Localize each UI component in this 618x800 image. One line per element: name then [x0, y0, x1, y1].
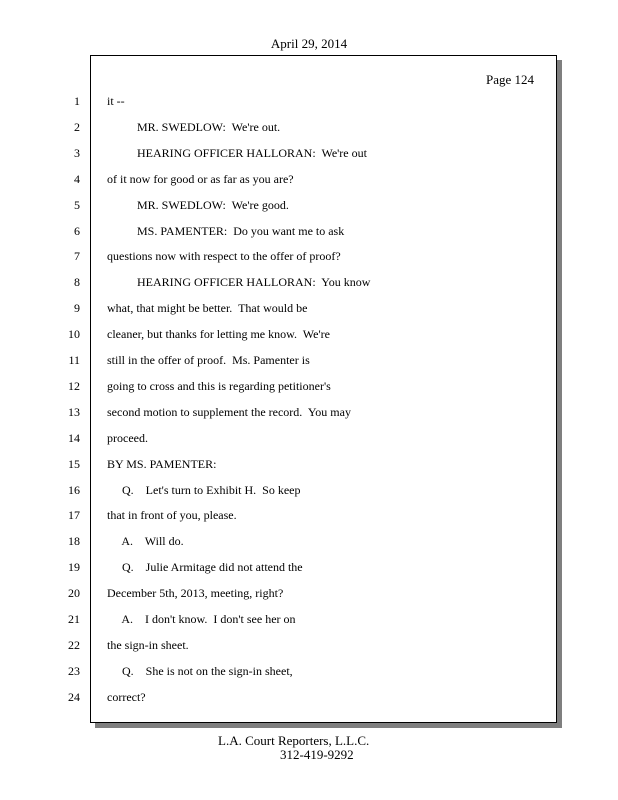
line-number: 24 — [68, 690, 80, 704]
line-text: MR. SWEDLOW: We're out. — [107, 120, 281, 134]
line-text: MS. PAMENTER: Do you want me to ask — [107, 224, 345, 238]
line-text: HEARING OFFICER HALLORAN: You know — [107, 275, 371, 289]
line-number: 14 — [68, 431, 80, 445]
line-text: Q. She is not on the sign-in sheet, — [107, 664, 293, 678]
line-text: what, that might be better. That would be — [107, 301, 308, 315]
line-text: still in the offer of proof. Ms. Pamenter is — [107, 353, 310, 367]
line-number: 6 — [74, 224, 80, 238]
line-text: questions now with respect to the offer of proof? — [107, 249, 341, 263]
line-text: that in front of you, please. — [107, 508, 237, 522]
line-number: 4 — [74, 172, 80, 186]
line-number: 13 — [68, 405, 80, 419]
line-text: BY MS. PAMENTER: — [107, 457, 217, 471]
line-number: 18 — [68, 534, 80, 548]
line-number: 2 — [74, 120, 80, 134]
line-number: 1 — [74, 94, 80, 108]
line-text: second motion to supplement the record. You may — [107, 405, 351, 419]
line-text: A. Will do. — [107, 534, 184, 548]
line-number: 10 — [68, 327, 80, 341]
line-text: cleaner, but thanks for letting me know. We're — [107, 327, 330, 341]
line-number: 11 — [68, 353, 80, 367]
page-number: Page 124 — [485, 72, 534, 87]
line-number: 5 — [74, 198, 80, 212]
line-text: proceed. — [107, 431, 148, 445]
line-text: the sign-in sheet. — [107, 638, 189, 652]
line-text: Q. Let's turn to Exhibit H. So keep — [107, 483, 301, 497]
line-text: December 5th, 2013, meeting, right? — [107, 586, 284, 600]
footer-phone: 312-419-9292 — [280, 747, 354, 762]
line-number: 12 — [68, 379, 80, 393]
line-text: HEARING OFFICER HALLORAN: We're out — [107, 146, 367, 160]
line-number: 19 — [68, 560, 80, 574]
line-number: 22 — [68, 638, 80, 652]
line-number: 8 — [74, 275, 80, 289]
header-date: April 29, 2014 — [270, 36, 348, 51]
line-number: 9 — [74, 301, 80, 315]
line-number: 20 — [68, 586, 80, 600]
line-number: 21 — [68, 612, 80, 626]
line-text: MR. SWEDLOW: We're good. — [107, 198, 289, 212]
line-text: of it now for good or as far as you are? — [107, 172, 294, 186]
line-number: 23 — [68, 664, 80, 678]
line-text: correct? — [107, 690, 146, 704]
line-text: A. I don't know. I don't see her on — [107, 612, 296, 626]
line-text: it -- — [107, 94, 125, 108]
line-number: 7 — [74, 249, 80, 263]
line-number: 16 — [68, 483, 80, 497]
footer-firm: L.A. Court Reporters, L.L.C. — [218, 733, 370, 748]
line-text: Q. Julie Armitage did not attend the — [107, 560, 303, 574]
line-text: going to cross and this is regarding petitioner's — [107, 379, 331, 393]
line-number: 17 — [68, 508, 80, 522]
line-number: 3 — [74, 146, 80, 160]
line-number: 15 — [68, 457, 80, 471]
